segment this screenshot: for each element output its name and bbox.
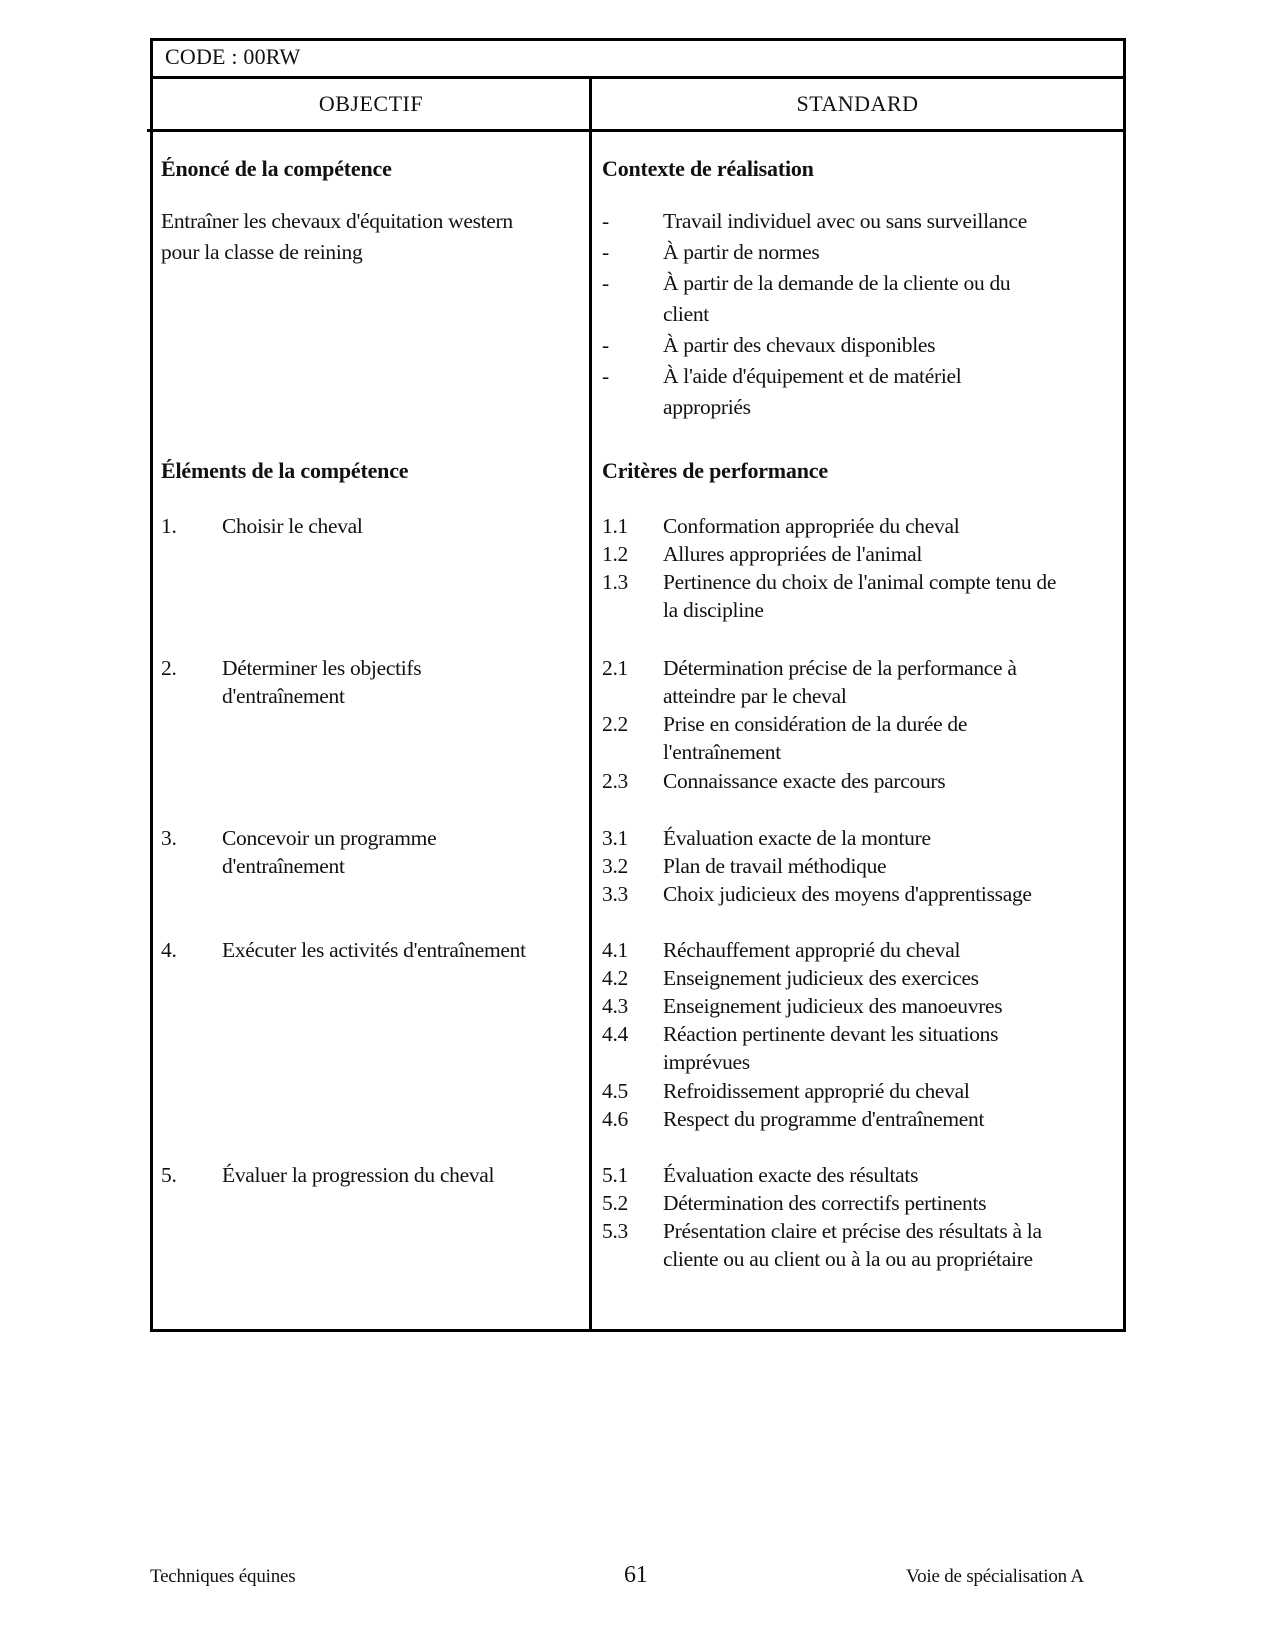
critere-text: Connaissance exacte des parcours (663, 769, 946, 793)
contexte-text: appropriés (663, 395, 751, 419)
contexte-list (602, 206, 1122, 423)
critere-text: Évaluation exacte des résultats (663, 1163, 919, 1187)
critere-text: l'entraînement (663, 740, 781, 764)
critere-number: 4.1 (602, 938, 628, 962)
header-row (153, 79, 1123, 132)
critere-number: 4.4 (602, 1022, 628, 1046)
enonce-line: Entraîner les chevaux d'équitation western (161, 209, 513, 233)
standard-column (592, 132, 1123, 1329)
contexte-item (602, 361, 1122, 423)
critere-text: imprévues (663, 1050, 750, 1074)
critere-number: 3.3 (602, 882, 628, 906)
contexte-item (602, 206, 1122, 237)
element-number: 1. (161, 514, 177, 538)
critere-text: Présentation claire et précise des résultats à la (663, 1219, 1042, 1243)
critere-number: 1.3 (602, 570, 628, 594)
critere-number: 4.3 (602, 994, 628, 1018)
critere-text: Conformation appropriée du cheval (663, 514, 960, 538)
critere-number: 5.3 (602, 1219, 628, 1243)
competency-table (150, 38, 1126, 1332)
page-number: 61 (624, 1562, 648, 1588)
critere-text: Allures appropriées de l'animal (663, 542, 923, 566)
critere-text: Plan de travail méthodique (663, 854, 887, 878)
header-standard: STANDARD (796, 91, 919, 116)
critere-text: Réaction pertinente devant les situations (663, 1022, 999, 1046)
critere-number: 2.2 (602, 712, 628, 736)
bullet-dash: - (602, 364, 609, 388)
critere-text: Réchauffement approprié du cheval (663, 938, 961, 962)
enonce-line: pour la classe de reining (161, 240, 363, 264)
element-label: d'entraînement (222, 854, 345, 878)
critere-number: 5.2 (602, 1191, 628, 1215)
contexte-text: À partir de la demande de la cliente ou du (663, 271, 1011, 295)
header-objectif: OBJECTIF (153, 79, 592, 129)
contexte-item (602, 237, 1122, 268)
critere-number: 3.1 (602, 826, 628, 850)
element-number: 3. (161, 826, 177, 850)
contexte-item (602, 330, 1122, 361)
contexte-text: client (663, 302, 709, 326)
element-label: Choisir le cheval (222, 514, 363, 538)
contexte-text: À partir des chevaux disponibles (663, 333, 936, 357)
criteres-heading: Critères de performance (602, 458, 828, 483)
element-label: Déterminer les objectifs (222, 656, 422, 680)
contexte-heading: Contexte de réalisation (602, 156, 814, 181)
critere-number: 2.1 (602, 656, 628, 680)
critere-text: Prise en considération de la durée de (663, 712, 968, 736)
critere-text: Enseignement judicieux des exercices (663, 966, 979, 990)
bullet-dash: - (602, 271, 609, 295)
critere-text: atteindre par le cheval (663, 684, 847, 708)
critere-text: la discipline (663, 598, 764, 622)
element-label: Concevoir un programme (222, 826, 437, 850)
critere-text: Pertinence du choix de l'animal compte tenu de (663, 570, 1057, 594)
critere-number: 4.2 (602, 966, 628, 990)
bullet-dash: - (602, 209, 609, 233)
critere-text: Détermination précise de la performance à (663, 656, 1017, 680)
critere-number: 1.2 (602, 542, 628, 566)
critere-number: 3.2 (602, 854, 628, 878)
critere-text: cliente ou au client ou à la ou au propriétaire (663, 1247, 1033, 1271)
element-number: 4. (161, 938, 177, 962)
element-label: d'entraînement (222, 684, 345, 708)
critere-text: Respect du programme d'entraînement (663, 1107, 985, 1131)
critere-number: 4.5 (602, 1079, 628, 1103)
footer-left: Techniques équines (150, 1566, 296, 1587)
contexte-item (602, 268, 1122, 330)
enonce-heading: Énoncé de la compétence (161, 156, 392, 181)
critere-text: Enseignement judicieux des manoeuvres (663, 994, 1003, 1018)
element-number: 5. (161, 1163, 177, 1187)
critere-number: 1.1 (602, 514, 628, 538)
critere-number: 2.3 (602, 769, 628, 793)
bullet-dash: - (602, 240, 609, 264)
enonce-text (161, 206, 513, 268)
objectif-column (153, 132, 592, 1329)
elements-heading: Éléments de la compétence (161, 458, 409, 483)
critere-text: Choix judicieux des moyens d'apprentissage (663, 882, 1032, 906)
element-number: 2. (161, 656, 177, 680)
body-row (153, 132, 1123, 1329)
bullet-dash: - (602, 333, 609, 357)
critere-text: Évaluation exacte de la monture (663, 826, 931, 850)
element-label: Exécuter les activités d'entraînement (222, 938, 526, 962)
critere-number: 4.6 (602, 1107, 628, 1131)
critere-text: Détermination des correctifs pertinents (663, 1191, 987, 1215)
footer-right: Voie de spécialisation A (906, 1566, 1084, 1587)
contexte-text: Travail individuel avec ou sans surveillance (663, 209, 1027, 233)
contexte-text: À l'aide d'équipement et de matériel (663, 364, 962, 388)
contexte-text: À partir de normes (663, 240, 820, 264)
critere-text: Refroidissement approprié du cheval (663, 1079, 970, 1103)
code-label: CODE : 00RW (153, 41, 1123, 79)
element-label: Évaluer la progression du cheval (222, 1163, 495, 1187)
critere-number: 5.1 (602, 1163, 628, 1187)
